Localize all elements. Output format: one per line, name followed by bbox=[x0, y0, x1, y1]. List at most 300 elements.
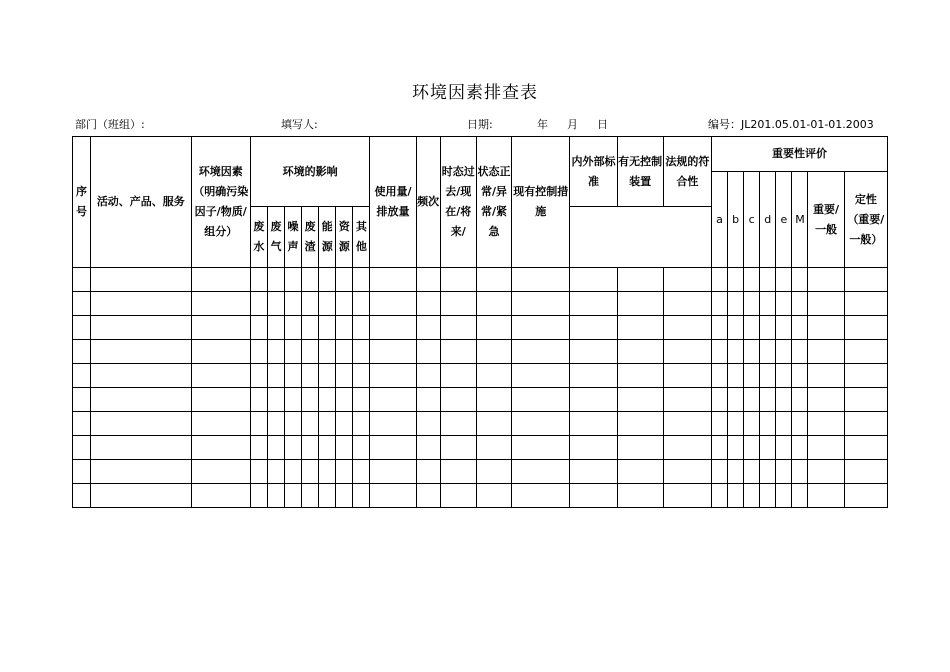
table-cell[interactable] bbox=[792, 292, 808, 316]
table-cell[interactable] bbox=[663, 292, 711, 316]
table-cell[interactable] bbox=[760, 412, 776, 436]
table-cell[interactable] bbox=[267, 292, 284, 316]
table-cell[interactable] bbox=[370, 412, 416, 436]
table-cell[interactable] bbox=[91, 340, 191, 364]
filler-label: 填写人: bbox=[281, 118, 318, 131]
table-cell[interactable] bbox=[844, 484, 887, 508]
table-row bbox=[73, 316, 888, 340]
table-cell[interactable] bbox=[91, 268, 191, 292]
table-cell[interactable] bbox=[712, 388, 728, 412]
table-cell[interactable] bbox=[250, 292, 267, 316]
table-cell[interactable] bbox=[440, 460, 476, 484]
table-cell[interactable] bbox=[440, 340, 476, 364]
table-cell[interactable] bbox=[73, 412, 91, 436]
table-cell[interactable] bbox=[844, 340, 887, 364]
table-cell[interactable] bbox=[844, 316, 887, 340]
table-cell[interactable] bbox=[353, 340, 370, 364]
table-cell[interactable] bbox=[370, 316, 416, 340]
table-cell[interactable] bbox=[728, 316, 744, 340]
table-cell[interactable] bbox=[353, 436, 370, 460]
table-cell[interactable] bbox=[744, 268, 760, 292]
header-control-device: 有无控制装置 bbox=[617, 137, 663, 207]
table-cell[interactable] bbox=[336, 388, 353, 412]
table-cell[interactable] bbox=[353, 364, 370, 388]
table-cell[interactable] bbox=[285, 364, 302, 388]
date-year-label: 年 bbox=[537, 118, 548, 131]
table-cell[interactable] bbox=[91, 412, 191, 436]
table-cell[interactable] bbox=[712, 292, 728, 316]
table-cell[interactable] bbox=[760, 388, 776, 412]
criterion-m: M bbox=[792, 172, 808, 268]
table-cell[interactable] bbox=[663, 268, 711, 292]
table-cell[interactable] bbox=[250, 316, 267, 340]
table-cell[interactable] bbox=[416, 412, 440, 436]
table-cell[interactable] bbox=[808, 364, 844, 388]
table-row bbox=[73, 364, 888, 388]
impact-exhaust-gas: 废气 bbox=[267, 207, 284, 268]
table-cell[interactable] bbox=[319, 364, 336, 388]
table-cell[interactable] bbox=[267, 364, 284, 388]
table-cell[interactable] bbox=[285, 460, 302, 484]
table-cell[interactable] bbox=[728, 292, 744, 316]
table-cell[interactable] bbox=[319, 484, 336, 508]
table-cell[interactable] bbox=[191, 340, 250, 364]
table-cell[interactable] bbox=[744, 484, 760, 508]
impact-resources: 资源 bbox=[336, 207, 353, 268]
table-cell[interactable] bbox=[285, 412, 302, 436]
table-cell[interactable] bbox=[336, 436, 353, 460]
table-cell[interactable] bbox=[728, 460, 744, 484]
table-cell[interactable] bbox=[760, 268, 776, 292]
table-cell[interactable] bbox=[336, 364, 353, 388]
table-cell[interactable] bbox=[776, 460, 792, 484]
document-number: 编号：JL201.05.01-01-01.2003 bbox=[708, 118, 874, 131]
table-cell[interactable] bbox=[191, 292, 250, 316]
table-cell[interactable] bbox=[512, 484, 570, 508]
table-cell[interactable] bbox=[370, 292, 416, 316]
header-activity: 活动、产品、服务 bbox=[91, 137, 191, 268]
table-cell[interactable] bbox=[73, 436, 91, 460]
table-cell[interactable] bbox=[744, 460, 760, 484]
table-cell[interactable] bbox=[844, 460, 887, 484]
table-cell[interactable] bbox=[512, 292, 570, 316]
table-cell[interactable] bbox=[808, 268, 844, 292]
table-cell[interactable] bbox=[440, 316, 476, 340]
table-cell[interactable] bbox=[267, 460, 284, 484]
table-cell[interactable] bbox=[336, 460, 353, 484]
table-cell[interactable] bbox=[250, 364, 267, 388]
table-cell[interactable] bbox=[570, 388, 617, 412]
table-cell[interactable] bbox=[370, 364, 416, 388]
table-cell[interactable] bbox=[744, 412, 760, 436]
table-cell[interactable] bbox=[792, 484, 808, 508]
table-cell[interactable] bbox=[617, 340, 663, 364]
table-cell[interactable] bbox=[319, 388, 336, 412]
table-cell[interactable] bbox=[792, 460, 808, 484]
table-cell[interactable] bbox=[760, 292, 776, 316]
header-seq: 序号 bbox=[73, 137, 91, 268]
table-cell[interactable] bbox=[476, 340, 511, 364]
table-cell[interactable] bbox=[319, 412, 336, 436]
table-cell[interactable] bbox=[416, 268, 440, 292]
table-cell[interactable] bbox=[808, 388, 844, 412]
table-cell[interactable] bbox=[844, 364, 887, 388]
table-cell[interactable] bbox=[744, 436, 760, 460]
table-cell[interactable] bbox=[370, 340, 416, 364]
date-label: 日期: bbox=[467, 118, 493, 131]
table-cell[interactable] bbox=[353, 268, 370, 292]
table-cell[interactable] bbox=[302, 412, 319, 436]
table-cell[interactable] bbox=[617, 484, 663, 508]
table-cell[interactable] bbox=[712, 364, 728, 388]
table-cell[interactable] bbox=[267, 316, 284, 340]
table-cell[interactable] bbox=[319, 460, 336, 484]
table-cell[interactable] bbox=[663, 364, 711, 388]
table-row bbox=[73, 292, 888, 316]
table-cell[interactable] bbox=[416, 436, 440, 460]
table-cell[interactable] bbox=[336, 316, 353, 340]
table-cell[interactable] bbox=[302, 388, 319, 412]
table-cell[interactable] bbox=[285, 316, 302, 340]
table-cell[interactable] bbox=[91, 292, 191, 316]
table-cell[interactable] bbox=[570, 340, 617, 364]
table-cell[interactable] bbox=[267, 388, 284, 412]
table-cell[interactable] bbox=[792, 364, 808, 388]
table-cell[interactable] bbox=[416, 388, 440, 412]
table-cell[interactable] bbox=[792, 268, 808, 292]
table-cell[interactable] bbox=[191, 460, 250, 484]
criterion-c: c bbox=[744, 172, 760, 268]
table-cell[interactable] bbox=[336, 340, 353, 364]
table-cell[interactable] bbox=[191, 268, 250, 292]
table-cell[interactable] bbox=[712, 412, 728, 436]
table-cell[interactable] bbox=[776, 436, 792, 460]
table-cell[interactable] bbox=[617, 436, 663, 460]
table-cell[interactable] bbox=[416, 484, 440, 508]
table-cell[interactable] bbox=[728, 412, 744, 436]
table-cell[interactable] bbox=[728, 268, 744, 292]
table-cell[interactable] bbox=[302, 316, 319, 340]
table-cell[interactable] bbox=[370, 484, 416, 508]
table-cell[interactable] bbox=[370, 436, 416, 460]
table-cell[interactable] bbox=[267, 484, 284, 508]
table-cell[interactable] bbox=[336, 268, 353, 292]
table-cell[interactable] bbox=[353, 316, 370, 340]
table-cell[interactable] bbox=[285, 388, 302, 412]
table-cell[interactable] bbox=[512, 388, 570, 412]
table-cell[interactable] bbox=[570, 484, 617, 508]
table-cell[interactable] bbox=[712, 316, 728, 340]
table-cell[interactable] bbox=[416, 340, 440, 364]
table-cell[interactable] bbox=[250, 460, 267, 484]
table-cell[interactable] bbox=[808, 292, 844, 316]
table-cell[interactable] bbox=[353, 484, 370, 508]
table-cell[interactable] bbox=[844, 412, 887, 436]
table-cell[interactable] bbox=[353, 412, 370, 436]
table-cell[interactable] bbox=[91, 364, 191, 388]
table-cell[interactable] bbox=[191, 316, 250, 340]
table-cell[interactable] bbox=[267, 436, 284, 460]
table-cell[interactable] bbox=[663, 436, 711, 460]
table-cell[interactable] bbox=[250, 388, 267, 412]
table-cell[interactable] bbox=[476, 388, 511, 412]
table-cell[interactable] bbox=[73, 268, 91, 292]
table-cell[interactable] bbox=[617, 292, 663, 316]
table-row bbox=[73, 460, 888, 484]
table-cell[interactable] bbox=[792, 412, 808, 436]
table-cell[interactable] bbox=[302, 268, 319, 292]
survey-table bbox=[72, 136, 888, 508]
table-cell[interactable] bbox=[663, 460, 711, 484]
table-cell[interactable] bbox=[760, 316, 776, 340]
table-cell[interactable] bbox=[302, 460, 319, 484]
table-cell[interactable] bbox=[808, 412, 844, 436]
table-cell[interactable] bbox=[370, 460, 416, 484]
table-cell[interactable] bbox=[570, 436, 617, 460]
table-row bbox=[73, 436, 888, 460]
table-cell[interactable] bbox=[476, 292, 511, 316]
table-cell[interactable] bbox=[302, 436, 319, 460]
table-cell[interactable] bbox=[844, 436, 887, 460]
table-cell[interactable] bbox=[663, 388, 711, 412]
table-cell[interactable] bbox=[712, 340, 728, 364]
table-cell[interactable] bbox=[570, 460, 617, 484]
table-cell[interactable] bbox=[91, 388, 191, 412]
table-cell[interactable] bbox=[776, 316, 792, 340]
table-cell[interactable] bbox=[760, 364, 776, 388]
table-cell[interactable] bbox=[512, 436, 570, 460]
table-cell[interactable] bbox=[663, 340, 711, 364]
table-cell[interactable] bbox=[440, 412, 476, 436]
table-cell[interactable] bbox=[440, 388, 476, 412]
table-cell[interactable] bbox=[617, 316, 663, 340]
table-cell[interactable] bbox=[512, 412, 570, 436]
header-internal-external-standard: 内外部标准 bbox=[570, 137, 617, 207]
table-cell[interactable] bbox=[728, 340, 744, 364]
table-cell[interactable] bbox=[712, 484, 728, 508]
table-cell[interactable] bbox=[191, 484, 250, 508]
table-cell[interactable] bbox=[570, 412, 617, 436]
table-cell[interactable] bbox=[476, 460, 511, 484]
table-cell[interactable] bbox=[285, 268, 302, 292]
table-cell[interactable] bbox=[319, 340, 336, 364]
table-cell[interactable] bbox=[760, 436, 776, 460]
table-row bbox=[73, 412, 888, 436]
table-cell[interactable] bbox=[712, 460, 728, 484]
header-qualitative-decision: 定性（重要/一般） bbox=[844, 172, 887, 268]
form-title: 环境因素排查表 bbox=[412, 83, 538, 103]
table-cell[interactable] bbox=[617, 460, 663, 484]
table-cell[interactable] bbox=[512, 364, 570, 388]
criterion-b: b bbox=[728, 172, 744, 268]
table-cell[interactable] bbox=[91, 484, 191, 508]
header-regulatory-compliance: 法规的符合性 bbox=[663, 137, 711, 207]
table-cell[interactable] bbox=[73, 340, 91, 364]
table-cell[interactable] bbox=[250, 340, 267, 364]
table-cell[interactable] bbox=[570, 316, 617, 340]
table-cell[interactable] bbox=[267, 412, 284, 436]
table-cell[interactable] bbox=[73, 364, 91, 388]
table-row bbox=[73, 268, 888, 292]
criterion-d: d bbox=[760, 172, 776, 268]
table-cell[interactable] bbox=[319, 292, 336, 316]
table-cell[interactable] bbox=[476, 436, 511, 460]
table-cell[interactable] bbox=[285, 292, 302, 316]
table-cell[interactable] bbox=[512, 340, 570, 364]
table-cell[interactable] bbox=[792, 316, 808, 340]
table-cell[interactable] bbox=[416, 316, 440, 340]
header-important-general: 重要/一般 bbox=[808, 172, 844, 268]
impact-waste-residue: 废渣 bbox=[302, 207, 319, 268]
impact-noise: 噪声 bbox=[285, 207, 302, 268]
table-cell[interactable] bbox=[728, 388, 744, 412]
table-cell[interactable] bbox=[776, 268, 792, 292]
table-cell[interactable] bbox=[416, 364, 440, 388]
table-cell[interactable] bbox=[476, 484, 511, 508]
table-cell[interactable] bbox=[370, 388, 416, 412]
header-frequency: 频次 bbox=[416, 137, 440, 268]
table-cell[interactable] bbox=[353, 388, 370, 412]
table-cell[interactable] bbox=[476, 316, 511, 340]
table-cell[interactable] bbox=[302, 364, 319, 388]
table-cell[interactable] bbox=[663, 412, 711, 436]
table-cell[interactable] bbox=[808, 460, 844, 484]
table-cell[interactable] bbox=[760, 460, 776, 484]
table-cell[interactable] bbox=[570, 268, 617, 292]
header-environmental-impact: 环境的影响 bbox=[250, 137, 370, 207]
table-cell[interactable] bbox=[808, 316, 844, 340]
table-cell[interactable] bbox=[250, 436, 267, 460]
table-cell[interactable] bbox=[728, 436, 744, 460]
criterion-e: e bbox=[776, 172, 792, 268]
table-cell[interactable] bbox=[712, 436, 728, 460]
table-cell[interactable] bbox=[440, 436, 476, 460]
table-cell[interactable] bbox=[760, 484, 776, 508]
table-cell[interactable] bbox=[353, 292, 370, 316]
table-cell[interactable] bbox=[336, 292, 353, 316]
table-cell[interactable] bbox=[792, 388, 808, 412]
table-cell[interactable] bbox=[440, 268, 476, 292]
header-environmental-factor: 环境因素（明确污染因子/物质/组分） bbox=[191, 137, 250, 268]
table-cell[interactable] bbox=[336, 412, 353, 436]
table-cell[interactable] bbox=[663, 316, 711, 340]
impact-energy: 能源 bbox=[319, 207, 336, 268]
table-cell[interactable] bbox=[73, 292, 91, 316]
table-cell[interactable] bbox=[776, 412, 792, 436]
header-tense: 时态过去/现在/将来/ bbox=[440, 137, 476, 268]
impact-other: 其他 bbox=[353, 207, 370, 268]
table-cell[interactable] bbox=[792, 436, 808, 460]
table-cell[interactable] bbox=[844, 268, 887, 292]
table-cell[interactable] bbox=[285, 436, 302, 460]
table-cell[interactable] bbox=[776, 484, 792, 508]
header-usage-emission: 使用量/排放量 bbox=[370, 137, 416, 268]
table-cell[interactable] bbox=[267, 340, 284, 364]
table-cell[interactable] bbox=[91, 436, 191, 460]
table-cell[interactable] bbox=[191, 364, 250, 388]
table-cell[interactable] bbox=[319, 436, 336, 460]
table-cell[interactable] bbox=[808, 340, 844, 364]
table-cell[interactable] bbox=[744, 340, 760, 364]
table-cell[interactable] bbox=[250, 484, 267, 508]
table-cell[interactable] bbox=[776, 292, 792, 316]
table-cell[interactable] bbox=[744, 292, 760, 316]
table-cell[interactable] bbox=[808, 436, 844, 460]
table-cell[interactable] bbox=[792, 340, 808, 364]
table-cell[interactable] bbox=[250, 412, 267, 436]
table-cell[interactable] bbox=[440, 484, 476, 508]
table-cell[interactable] bbox=[512, 268, 570, 292]
table-cell[interactable] bbox=[319, 268, 336, 292]
table-cell[interactable] bbox=[302, 340, 319, 364]
table-cell[interactable] bbox=[285, 340, 302, 364]
table-cell[interactable] bbox=[416, 292, 440, 316]
table-cell[interactable] bbox=[191, 388, 250, 412]
table-cell[interactable] bbox=[285, 484, 302, 508]
table-cell[interactable] bbox=[440, 364, 476, 388]
table-cell[interactable] bbox=[570, 364, 617, 388]
table-cell[interactable] bbox=[512, 460, 570, 484]
table-cell[interactable] bbox=[570, 292, 617, 316]
table-cell[interactable] bbox=[617, 388, 663, 412]
table-cell[interactable] bbox=[728, 364, 744, 388]
table-cell[interactable] bbox=[91, 460, 191, 484]
table-cell[interactable] bbox=[73, 316, 91, 340]
table-cell[interactable] bbox=[512, 316, 570, 340]
table-cell[interactable] bbox=[267, 268, 284, 292]
table-cell[interactable] bbox=[760, 340, 776, 364]
table-cell[interactable] bbox=[617, 412, 663, 436]
table-cell[interactable] bbox=[844, 292, 887, 316]
table-cell[interactable] bbox=[476, 412, 511, 436]
table-cell[interactable] bbox=[776, 340, 792, 364]
criterion-a: a bbox=[712, 172, 728, 268]
table-cell[interactable] bbox=[370, 268, 416, 292]
table-cell[interactable] bbox=[302, 484, 319, 508]
table-cell[interactable] bbox=[73, 460, 91, 484]
table-cell[interactable] bbox=[712, 268, 728, 292]
table-cell[interactable] bbox=[744, 316, 760, 340]
table-cell[interactable] bbox=[617, 268, 663, 292]
table-cell[interactable] bbox=[776, 388, 792, 412]
table-row bbox=[73, 388, 888, 412]
table-cell[interactable] bbox=[617, 364, 663, 388]
table-cell[interactable] bbox=[302, 292, 319, 316]
table-cell[interactable] bbox=[319, 316, 336, 340]
table-cell[interactable] bbox=[476, 364, 511, 388]
table-cell[interactable] bbox=[440, 292, 476, 316]
table-row bbox=[73, 340, 888, 364]
table-cell[interactable] bbox=[336, 484, 353, 508]
department-label: 部门（班组）: bbox=[75, 118, 145, 131]
table-cell[interactable] bbox=[844, 388, 887, 412]
table-cell[interactable] bbox=[353, 460, 370, 484]
table-cell[interactable] bbox=[191, 412, 250, 436]
table-cell[interactable] bbox=[91, 316, 191, 340]
table-cell[interactable] bbox=[744, 388, 760, 412]
table-cell[interactable] bbox=[73, 484, 91, 508]
table-cell[interactable] bbox=[776, 364, 792, 388]
table-cell[interactable] bbox=[663, 484, 711, 508]
table-cell[interactable] bbox=[191, 436, 250, 460]
table-cell[interactable] bbox=[416, 460, 440, 484]
table-cell[interactable] bbox=[476, 268, 511, 292]
table-cell[interactable] bbox=[250, 268, 267, 292]
table-cell[interactable] bbox=[744, 364, 760, 388]
table-cell[interactable] bbox=[728, 484, 744, 508]
table-cell[interactable] bbox=[808, 484, 844, 508]
table-cell[interactable] bbox=[73, 388, 91, 412]
